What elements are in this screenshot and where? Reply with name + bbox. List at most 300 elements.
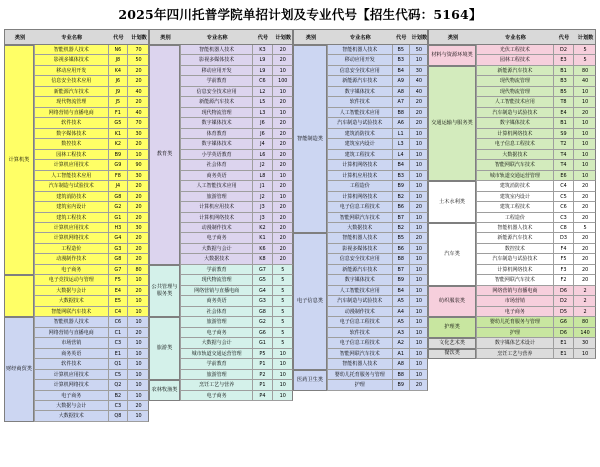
table-row: [34, 233, 149, 243]
table-row: [327, 66, 428, 76]
major-code: E1: [108, 349, 128, 359]
plan-count: 20: [272, 139, 293, 149]
major-name: 智能网联汽车技术: [327, 213, 392, 223]
plan-count: 20: [573, 244, 596, 254]
table-row: [476, 296, 596, 306]
major-code: L6: [252, 150, 271, 160]
table-row: [34, 139, 149, 149]
category-cell: 智能制造类: [293, 45, 327, 233]
major-code: B3: [553, 76, 573, 86]
major-name: 移动应用开发: [34, 66, 108, 76]
major-name: 体育教育: [180, 129, 252, 139]
table-row: [34, 181, 149, 191]
plan-count: 10: [409, 129, 428, 139]
major-code: K6: [252, 244, 271, 254]
table-row: [34, 160, 149, 170]
plan-count: 20: [573, 108, 596, 118]
major-name: 移动应用开发: [327, 55, 392, 65]
major-code: N6: [108, 45, 128, 55]
table-row: [327, 254, 428, 264]
major-code: B6: [392, 202, 409, 212]
table-row: [180, 223, 293, 233]
major-name: 新能源汽车技术: [327, 265, 392, 275]
major-name: 工程造价: [476, 213, 553, 223]
plan-count: 50: [409, 45, 428, 55]
table-row: [34, 296, 149, 306]
category-cell: 文化艺术类: [428, 338, 476, 348]
major-name: 人工智能技术应用: [327, 286, 392, 296]
major-code: A8: [392, 359, 409, 369]
major-name: 信息安全技术应用: [327, 254, 392, 264]
major-code: G3: [252, 296, 271, 306]
major-code: F5: [553, 254, 573, 264]
major-code: B3: [392, 171, 409, 181]
major-code: K2: [108, 139, 128, 149]
major-name: 人工智能技术应用: [476, 97, 553, 107]
major-code: P1: [252, 380, 271, 390]
table-row: [327, 328, 428, 338]
major-name: 智能机器人技术: [327, 359, 392, 369]
major-code: D2: [553, 45, 573, 55]
plan-count: 10: [272, 192, 293, 202]
major-code: T8: [553, 97, 573, 107]
table-row: [180, 254, 293, 264]
table-row: [180, 391, 293, 401]
table-row: [180, 181, 293, 191]
table-row: [327, 87, 428, 97]
major-name: 智能机器人技术: [327, 45, 392, 55]
plan-count: 10: [127, 380, 149, 390]
major-name: 软件技术: [34, 118, 108, 128]
major-name: 现代物流管理: [476, 87, 553, 97]
major-code: L1: [392, 129, 409, 139]
table-row: [327, 296, 428, 306]
major-name: 旅游管理: [180, 370, 252, 380]
major-code: L9: [252, 55, 271, 65]
major-name: 大数据技术: [327, 223, 392, 233]
header-major: 专业名称: [206, 35, 228, 41]
table-row: [34, 45, 149, 55]
major-code: C1: [108, 328, 128, 338]
major-code: B4: [392, 286, 409, 296]
table-row: [327, 55, 428, 65]
major-name: 智能机器人技术: [180, 45, 252, 55]
table-row: [327, 223, 428, 233]
plan-count: 10: [409, 359, 428, 369]
major-name: 网络营销与直播电商: [34, 328, 108, 338]
table-row: [34, 118, 149, 128]
table-row: [327, 150, 428, 160]
major-name: 婴幼儿托育服务与管理: [476, 317, 553, 327]
major-name: 社会体育: [180, 307, 252, 317]
plan-count: 2: [573, 307, 596, 317]
table-row: [476, 202, 596, 212]
plan-count: 80: [573, 317, 596, 327]
table-row: [327, 213, 428, 223]
major-code: B8: [392, 254, 409, 264]
table-row: [476, 338, 596, 348]
table-row: [180, 233, 293, 243]
major-code: L4: [392, 150, 409, 160]
table-column: [293, 29, 428, 467]
plan-count: 20: [272, 254, 293, 264]
major-name: 电子商务: [180, 328, 252, 338]
table-row: [180, 202, 293, 212]
major-name: 旅游管理: [180, 317, 252, 327]
major-name: 大数据技术: [34, 411, 108, 421]
major-name: 计算机网络技术: [327, 160, 392, 170]
major-code: C3: [553, 213, 573, 223]
major-code: J6: [252, 129, 271, 139]
major-name: 数字媒体技术: [327, 275, 392, 285]
major-code: A3: [392, 328, 409, 338]
major-code: A1: [392, 349, 409, 359]
major-code: K8: [252, 254, 271, 264]
major-code: P4: [252, 391, 271, 401]
plan-count: 2: [573, 296, 596, 306]
table-row: [476, 171, 596, 181]
header-plan: 计划数: [131, 35, 147, 41]
major-code: E5: [108, 296, 128, 306]
plan-count: 20: [272, 55, 293, 65]
category-cell: 教育类: [149, 45, 180, 265]
major-name: 商务英语: [180, 171, 252, 181]
page-title: 2025年四川托普学院单招计划及专业代号【招生代码：5164】: [118, 7, 482, 22]
plan-count: 10: [409, 160, 428, 170]
major-name: 汽车制造与试验技术: [476, 254, 553, 264]
major-code: E1: [553, 338, 573, 348]
major-name: 软件技术: [327, 328, 392, 338]
major-code: E4: [553, 108, 573, 118]
header-plan: 计划数: [275, 35, 292, 41]
table-row: [34, 275, 149, 285]
major-code: C5: [108, 370, 128, 380]
plan-count: 10: [409, 244, 428, 254]
table-row: [327, 233, 428, 243]
major-name: 婴幼儿托育服务与管理: [327, 370, 392, 380]
major-code: A8: [392, 87, 409, 97]
table-row: [34, 171, 149, 181]
major-name: 现代物流管理: [180, 275, 252, 285]
major-code: A4: [392, 307, 409, 317]
major-name: 智能机器人技术: [476, 223, 553, 233]
table-row: [34, 349, 149, 359]
plan-count: 10: [409, 55, 428, 65]
major-code: B5: [392, 233, 409, 243]
major-name: 园林工程技术: [34, 150, 108, 160]
major-name: 城市轨道交通运营管理: [180, 349, 252, 359]
header-code: 代号: [558, 35, 570, 41]
major-code: B9: [392, 181, 409, 191]
table-row: [180, 244, 293, 254]
plan-count: 20: [127, 401, 149, 411]
plan-count: 20: [127, 244, 149, 254]
plan-count: 80: [127, 265, 149, 275]
major-code: J6: [108, 76, 128, 86]
plan-count: 100: [272, 76, 293, 86]
plan-count: 70: [127, 118, 149, 128]
table-row: [327, 307, 428, 317]
major-code: G6: [252, 328, 271, 338]
table-row: [476, 328, 596, 338]
table-row: [476, 223, 596, 233]
table-row: [327, 160, 428, 170]
table-row: [34, 401, 149, 411]
major-name: 建筑工程技术: [476, 202, 553, 212]
major-name: 大数据技术: [180, 254, 252, 264]
major-code: G8: [108, 192, 128, 202]
major-name: 汽车制造与试验技术: [327, 118, 392, 128]
major-code: L8: [252, 171, 271, 181]
major-code: B9: [108, 150, 128, 160]
column-header: [428, 29, 596, 45]
plan-count: 10: [409, 181, 428, 191]
table-row: [327, 265, 428, 275]
major-code: D6: [553, 328, 573, 338]
major-name: 建筑室内设计: [34, 202, 108, 212]
major-name: 数字媒体技术: [476, 118, 553, 128]
plan-count: 10: [127, 411, 149, 421]
major-code: A9: [392, 76, 409, 86]
plan-count: 50: [127, 55, 149, 65]
major-code: G3: [108, 244, 128, 254]
major-code: G7: [252, 265, 271, 275]
major-name: 软件技术: [327, 97, 392, 107]
plan-count: 5: [573, 45, 596, 55]
major-name: 智能网联汽车技术: [476, 275, 553, 285]
major-code: G5: [252, 275, 271, 285]
plan-count: 20: [573, 202, 596, 212]
plan-count: 20: [127, 328, 149, 338]
major-name: 电子商务: [34, 265, 108, 275]
table-row: [180, 286, 293, 296]
plan-count: 30: [127, 223, 149, 233]
major-code: E4: [108, 286, 128, 296]
plan-count: 30: [127, 129, 149, 139]
table-row: [476, 181, 596, 191]
category-cell: 电子信息类: [293, 233, 327, 369]
major-code: F1: [108, 108, 128, 118]
table-row: [34, 76, 149, 86]
table-row: [34, 380, 149, 390]
table-row: [180, 45, 293, 55]
plan-count: 10: [127, 307, 149, 317]
table-row: [34, 391, 149, 401]
plan-count: 20: [272, 129, 293, 139]
major-code: F3: [553, 265, 573, 275]
category-cell: 农林牧渔类: [149, 380, 180, 401]
plan-count: 10: [409, 349, 428, 359]
plan-count: 10: [127, 317, 149, 327]
plan-count: 10: [409, 307, 428, 317]
table-row: [476, 97, 596, 107]
major-code: G2: [252, 317, 271, 327]
plan-count: 10: [127, 275, 149, 285]
major-code: J4: [108, 181, 128, 191]
major-code: G9: [108, 160, 128, 170]
column-header: [4, 29, 149, 45]
major-code: A5: [392, 317, 409, 327]
major-code: B9: [392, 275, 409, 285]
table-row: [327, 202, 428, 212]
plan-count: 20: [272, 150, 293, 160]
plan-table: [4, 29, 596, 467]
major-code: G1: [252, 338, 271, 348]
plan-count: 5: [573, 223, 596, 233]
table-row: [476, 192, 596, 202]
table-row: [180, 118, 293, 128]
plan-count: 10: [573, 160, 596, 170]
table-row: [180, 349, 293, 359]
major-name: 智能网联汽车技术: [327, 349, 392, 359]
major-name: 旅游管理: [180, 192, 252, 202]
plan-count: 10: [409, 296, 428, 306]
major-name: 智能机器人技术: [34, 317, 108, 327]
major-name: 计算机网络技术: [327, 192, 392, 202]
major-code: E1: [553, 349, 573, 359]
major-name: 电子商务: [180, 391, 252, 401]
major-code: A2: [392, 338, 409, 348]
major-name: 社会体育: [180, 160, 252, 170]
plan-count: 10: [409, 213, 428, 223]
major-name: 电子竞技运动与管理: [34, 275, 108, 285]
plan-count: 10: [573, 97, 596, 107]
plan-count: 40: [127, 108, 149, 118]
major-code: B7: [392, 213, 409, 223]
major-name: 计算机应用技术: [34, 223, 108, 233]
major-name: 数字媒体技术: [180, 139, 252, 149]
table-row: [476, 244, 596, 254]
table-row: [180, 160, 293, 170]
major-code: D3: [553, 233, 573, 243]
major-code: S9: [553, 129, 573, 139]
major-name: 网络营销与直播电商: [180, 286, 252, 296]
plan-count: 20: [272, 202, 293, 212]
table-row: [476, 139, 596, 149]
major-code: G6: [553, 317, 573, 327]
major-code: B1: [553, 118, 573, 128]
major-name: 电子信息工程技术: [327, 202, 392, 212]
major-name: 信息安全技术应用: [180, 87, 252, 97]
plan-count: 10: [409, 317, 428, 327]
table-row: [476, 275, 596, 285]
major-code: J4: [252, 139, 271, 149]
plan-count: 20: [127, 192, 149, 202]
plan-count: 80: [573, 66, 596, 76]
plan-count: 20: [573, 275, 596, 285]
major-code: C4: [108, 307, 128, 317]
major-code: J6: [252, 118, 271, 128]
plan-count: 20: [409, 233, 428, 243]
table-row: [180, 108, 293, 118]
table-row: [34, 66, 149, 76]
major-code: G8: [108, 254, 128, 264]
major-code: F4: [553, 244, 573, 254]
plan-count: 10: [409, 150, 428, 160]
major-code: A5: [392, 296, 409, 306]
plan-count: 20: [127, 286, 149, 296]
plan-count: 10: [409, 171, 428, 181]
table-row: [476, 286, 596, 296]
major-name: 影视多媒体技术: [34, 55, 108, 65]
table-column: [149, 29, 293, 467]
plan-count: 10: [409, 370, 428, 380]
major-name: 大数据与会计: [180, 244, 252, 254]
table-row: [327, 181, 428, 191]
plan-count: 20: [127, 233, 149, 243]
major-name: 计算机应用技术: [327, 171, 392, 181]
plan-count: 10: [573, 150, 596, 160]
major-name: 智能机器人技术: [327, 233, 392, 243]
table-row: [476, 254, 596, 264]
major-code: K2: [252, 223, 271, 233]
table-row: [180, 76, 293, 86]
major-code: B6: [392, 244, 409, 254]
major-name: 建筑工程技术: [327, 150, 392, 160]
major-name: 护理: [327, 380, 392, 390]
category-cell: 纺织服装类: [428, 286, 476, 317]
major-name: 电子商务: [180, 233, 252, 243]
plan-count: 20: [127, 202, 149, 212]
major-code: C6: [252, 76, 271, 86]
major-code: B2: [108, 391, 128, 401]
major-name: 影视多媒体技术: [180, 55, 252, 65]
plan-count: 10: [127, 338, 149, 348]
major-name: 大数据与会计: [180, 338, 252, 348]
major-name: 计算机网络技术: [476, 265, 553, 275]
major-code: G7: [108, 265, 128, 275]
major-code: H3: [108, 223, 128, 233]
category-cell: [4, 275, 34, 317]
major-code: C3: [108, 401, 128, 411]
table-row: [180, 275, 293, 285]
plan-count: 20: [409, 380, 428, 390]
major-code: F5: [108, 275, 128, 285]
table-column: [428, 29, 596, 467]
major-code: F2: [553, 275, 573, 285]
major-code: C5: [553, 192, 573, 202]
major-code: K3: [252, 45, 271, 55]
major-code: K1: [108, 129, 128, 139]
plan-count: 10: [409, 223, 428, 233]
plan-count: 10: [272, 349, 293, 359]
table-row: [34, 192, 149, 202]
major-code: J1: [252, 181, 271, 191]
header-plan: 计划数: [577, 35, 594, 41]
plan-count: 20: [573, 213, 596, 223]
major-name: 电子信息工程技术: [327, 317, 392, 327]
major-code: P1: [252, 359, 271, 369]
plan-count: 10: [127, 150, 149, 160]
table-row: [180, 139, 293, 149]
plan-count: 10: [272, 66, 293, 76]
major-name: 数字媒体技术: [34, 129, 108, 139]
table-row: [34, 97, 149, 107]
major-code: C8: [553, 223, 573, 233]
plan-count: 10: [272, 370, 293, 380]
column-header: [293, 29, 428, 45]
major-name: 大数据技术: [476, 150, 553, 160]
header-plan: 计划数: [411, 35, 428, 41]
plan-count: 10: [409, 286, 428, 296]
major-name: 现代物流管理: [180, 108, 252, 118]
major-name: 大数据与会计: [34, 401, 108, 411]
major-name: 大数据与会计: [34, 286, 108, 296]
table-row: [476, 150, 596, 160]
major-name: 市场营销: [34, 338, 108, 348]
plan-count: 10: [573, 118, 596, 128]
table-row: [327, 108, 428, 118]
